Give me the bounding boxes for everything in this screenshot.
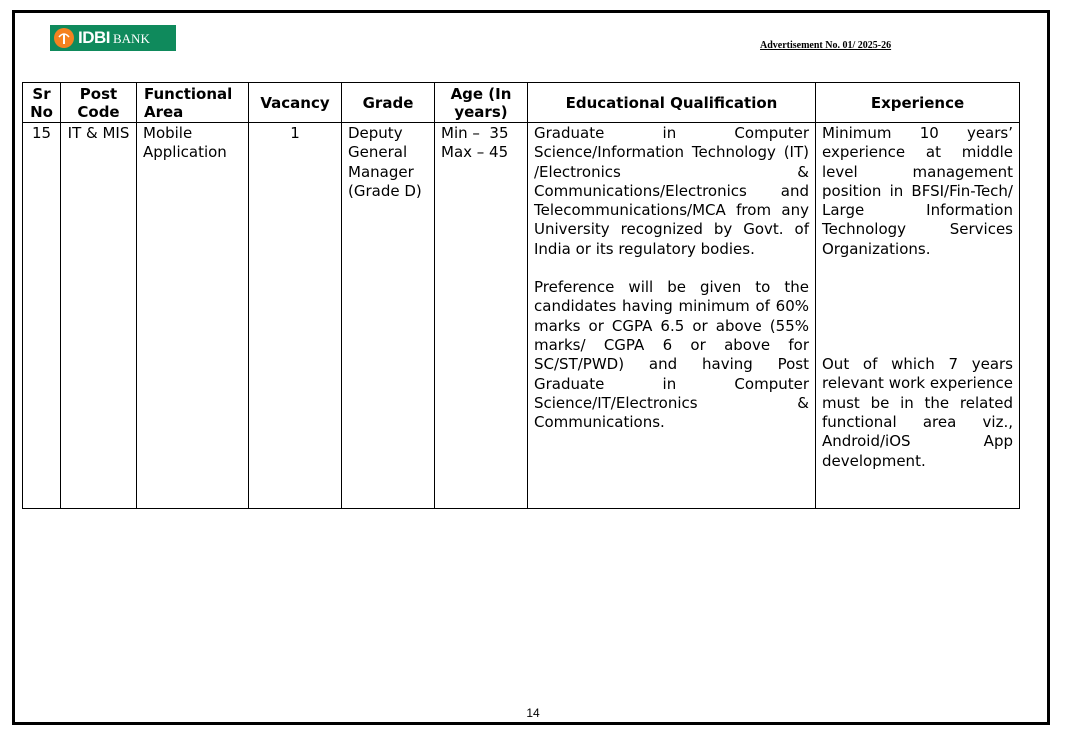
age-max: Max – 45 [441,143,509,162]
cell-qualification [528,123,816,509]
idbi-bank-logo [50,25,176,51]
qualification-preference-paragraph: Preference will be given to the candidates having minimum of 60% marks or CGPA 6.5 or above (55% marks/ CGPA 6 or above for SC/ST/PWD) and having Post Graduate in Computer Science/IT/Electronics & Communications. [534,278,809,432]
header-age: Age (In years) [435,83,528,123]
idbi-emblem-icon [54,28,74,48]
logo-suffix: BANK [113,31,150,46]
cell-grade: Deputy General Manager (Grade D) [342,123,435,509]
table-header-row [23,83,1020,123]
experience-relevant-paragraph: Out of which 7 years relevant work experience must be in the related functional area viz., Android/iOS App development. [822,355,1013,470]
cell-sr-no: 15 [23,123,61,509]
logo-name: IDBI [78,28,110,47]
header-functional-area: Functional Area [137,83,249,123]
table-row [23,123,1020,509]
header-grade: Grade [342,83,435,123]
cell-age [435,123,528,509]
header-experience: Experience [816,83,1020,123]
page-number: 14 [526,706,540,720]
qualification-paragraph: Graduate in Computer Science/Information Technology (IT) /Electronics & Communications/Electronics and Telecommunications/MCA from any University recognized by Govt. of India or its regulatory bodies. [534,124,809,258]
header-qualification: Educational Qualification [528,83,816,123]
cell-vacancy: 1 [249,123,342,509]
cell-functional-area: Mobile Application [137,123,249,509]
header-vacancy: Vacancy [249,83,342,123]
header-sr-no: Sr No [23,83,61,123]
age-min: Min – 35 [441,124,509,142]
vacancy-table [22,82,1020,509]
cell-post-code: IT & MIS [61,123,137,509]
advertisement-number: Advertisement No. 01/ 2025-26 [760,40,892,51]
header-post-code: Post Code [61,83,137,123]
experience-paragraph: Minimum 10 years’ experience at middle level management position in BFSI/Fin-Tech/ Large Information Technology Services Organizations. [822,124,1013,258]
cell-experience [816,123,1020,509]
